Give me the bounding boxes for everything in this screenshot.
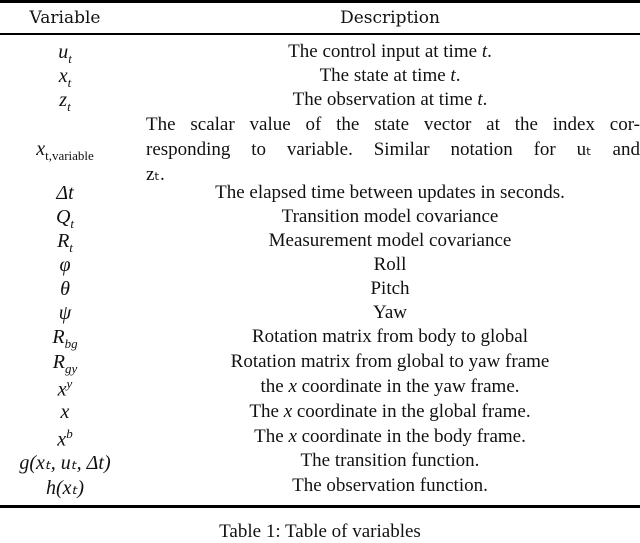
table-row <box>0 112 640 187</box>
description-cell: the x coordinate in the yaw frame. <box>260 376 520 397</box>
variable-cell: $z_t$ <box>59 89 71 114</box>
description-cell: The transition function. <box>300 450 480 471</box>
table-bottom-rule <box>0 505 640 508</box>
description-cell: The observation function. <box>292 475 488 496</box>
description-cell: The control input at time t. <box>288 41 492 62</box>
variable-cell: θ <box>60 278 70 300</box>
description-cell: The x coordinate in the body frame. <box>254 426 526 447</box>
description-cell: Roll <box>373 254 407 275</box>
table-row <box>0 351 640 375</box>
description-cell: The state at time t. <box>319 65 461 86</box>
description-cell: The elapsed time between updates in seconds. <box>215 182 565 203</box>
variable-cell: $R_{bg}$ <box>52 326 78 351</box>
table-row <box>0 206 640 230</box>
table-row <box>0 426 640 450</box>
table-row <box>0 182 640 206</box>
table-row <box>0 65 640 89</box>
variable-cell: h(xₜ) <box>45 477 85 499</box>
variable-cell: $x_{t,variable}$ <box>36 138 94 163</box>
table-row <box>0 254 640 278</box>
table-row <box>0 278 640 302</box>
variable-cell: $R_t$ <box>57 230 73 255</box>
table-top-rule <box>0 0 640 3</box>
description-cell: The x coordinate in the global frame. <box>249 401 531 422</box>
table-row <box>0 230 640 254</box>
description-cell: Rotation matrix from body to global <box>252 326 528 347</box>
table-row <box>0 475 640 499</box>
variable-cell: $u_t$ <box>58 41 72 66</box>
variable-cell: Δt <box>56 182 74 204</box>
table-header-rule <box>0 33 640 35</box>
variable-cell: ψ <box>58 302 72 324</box>
table-caption: Table 1: Table of variables <box>219 521 421 542</box>
variable-cell: $Q_t$ <box>55 206 75 231</box>
description-cell: The scalar value of the state vector at the index cor- responding to variable. Similar notation for uₜ and zₜ. <box>146 114 640 185</box>
variable-cell: x <box>60 401 70 423</box>
description-cell: Yaw <box>373 302 407 323</box>
variable-cell: φ <box>59 254 71 276</box>
table-row <box>0 401 640 425</box>
table-row <box>0 89 640 113</box>
table-row <box>0 376 640 400</box>
variable-cell: $R_{gy}$ <box>52 351 78 376</box>
variable-cell: $x_t$ <box>58 65 72 90</box>
description-cell: Rotation matrix from global to yaw frame <box>230 351 550 372</box>
table-row <box>0 302 640 326</box>
table-row <box>0 326 640 350</box>
variable-cell: $x^y$ <box>57 376 73 401</box>
description-cell: The observation at time t. <box>292 89 488 110</box>
description-cell: Measurement model covariance <box>268 230 512 251</box>
description-cell: Transition model covariance <box>281 206 499 227</box>
variable-cell: $x^b$ <box>57 426 73 451</box>
header-description: Description <box>340 8 440 28</box>
variable-cell: g(xₜ, uₜ, Δt) <box>19 452 111 474</box>
header-variable: Variable <box>29 8 101 28</box>
table-row <box>0 450 640 474</box>
table-row <box>0 41 640 65</box>
description-cell: Pitch <box>370 278 410 299</box>
